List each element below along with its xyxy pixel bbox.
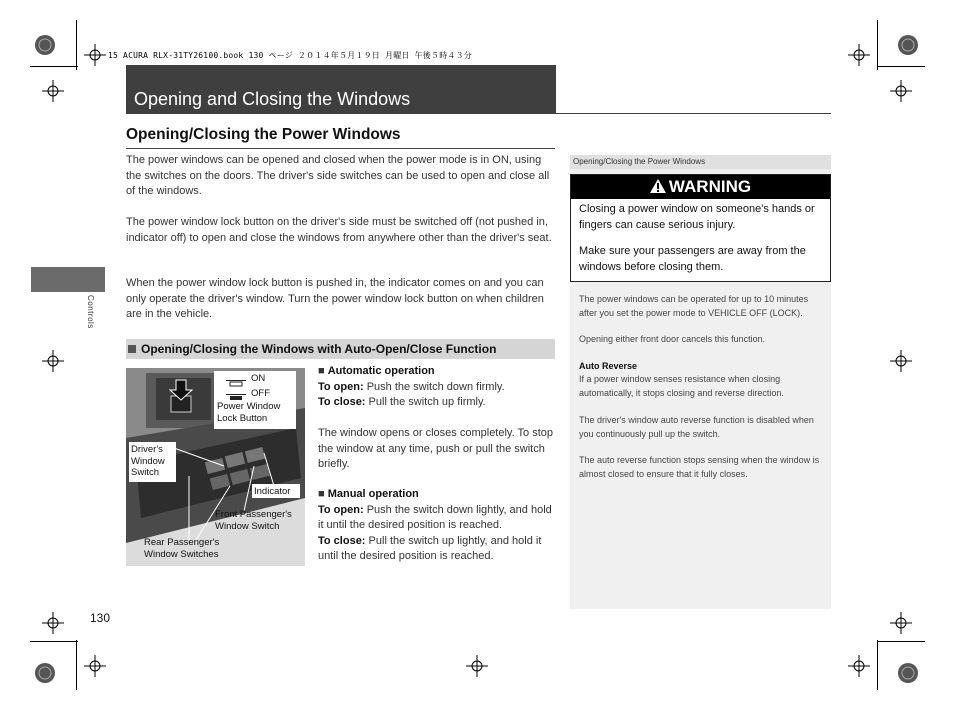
registration-mark-icon <box>896 661 920 685</box>
crosshair-icon <box>890 80 912 102</box>
auto-reverse-heading-text: Auto Reverse <box>579 361 638 371</box>
front-passenger-label: Front Passenger's Window Switch <box>215 509 292 532</box>
auto-note: The window opens or closes completely. To stop the window at any time, push or pull the switch briefly. <box>318 427 553 470</box>
off-label: OFF <box>251 388 270 399</box>
crosshair-icon <box>466 655 488 677</box>
auto-close-text: Pull the switch up firmly. <box>368 396 486 408</box>
paragraph: When the power window lock button is pushed in, the indicator comes on and you can only operate the driver's window. Turn the power window lock button on when children are in the vehicle. <box>126 277 544 320</box>
sidebar-ref-title: Opening/Closing the Power Windows <box>573 157 706 166</box>
sidebar-note: The power windows can be operated for up to 10 minutes after you set the power mode to VEHICLE OFF (LOCK). <box>579 294 809 318</box>
bullet-square-icon: ■ <box>318 488 328 500</box>
warning-box <box>570 174 831 282</box>
auto-open-label: To open: <box>318 380 364 393</box>
crosshair-icon <box>890 350 912 372</box>
auto-reverse-heading <box>579 360 824 374</box>
lock-button-label: Power Window Lock Button <box>217 401 281 424</box>
warning-title: WARNING <box>668 177 752 196</box>
crosshair-icon <box>848 655 870 677</box>
manual-open-label: To open: <box>318 503 364 516</box>
warning-text: Make sure your passengers are away from the windows before closing them. <box>579 245 806 273</box>
side-tab-label: Controls <box>86 295 95 329</box>
sidebar-note: Opening either front door cancels this function. <box>579 334 766 344</box>
crosshair-icon <box>890 612 912 634</box>
bullet-square-icon <box>128 345 136 353</box>
manual-open-text: Push the switch down lightly, and hold it until the desired position is reached. <box>318 503 552 531</box>
window-switch-figure <box>126 368 305 566</box>
section-heading: Opening/Closing the Power Windows <box>126 126 401 143</box>
sidebar-note: The driver's window auto reverse function is disabled when you continuously pull up the switch. <box>579 415 814 439</box>
registration-mark-icon <box>33 33 57 57</box>
on-indicator-icon <box>226 376 248 388</box>
crosshair-icon <box>84 44 106 66</box>
chapter-title-bar <box>126 65 556 114</box>
auto-close-label: To close: <box>318 396 366 408</box>
registration-mark-icon <box>896 33 920 57</box>
subsection-bar <box>126 339 555 359</box>
print-header: 15 ACURA RLX-31TY26100.book 130 ページ ２０１４年５月１９日 月曜日 午後５時４３分 <box>108 51 473 60</box>
subsection-heading: Opening/Closing the Windows with Auto-Open/Close Function <box>141 342 497 356</box>
side-tab <box>31 267 105 292</box>
indicator-label: Indicator <box>254 486 291 497</box>
registration-mark-icon <box>33 661 57 685</box>
auto-open-text: Push the switch down firmly. <box>366 380 505 393</box>
warning-bar <box>571 175 830 199</box>
manual-operation-block <box>318 487 558 565</box>
crosshair-icon <box>42 350 64 372</box>
bullet-square-icon: ■ <box>318 365 328 377</box>
paragraph: The power windows can be opened and closed when the power mode is in ON, using the switches on the doors. The driver's side switches can be used to open and close all of the windows. <box>126 154 550 197</box>
drivers-switch-label: Driver's Window Switch <box>131 444 165 478</box>
section-rule <box>126 148 555 149</box>
manual-close-label: To close: <box>318 534 366 547</box>
on-label: ON <box>251 373 266 384</box>
sidebar-note: The auto reverse function stops sensing when the window is almost closed to ensure that it fully closes. <box>579 455 820 479</box>
chapter-title: Opening and Closing the Windows <box>134 89 411 109</box>
crosshair-icon <box>84 655 106 677</box>
crosshair-icon <box>42 80 64 102</box>
paragraph: The power window lock button on the driver's side must be switched off (not pushed in, indicator off) to open and close the windows from anywhere other than the driver's seat. <box>126 216 552 244</box>
sidebar-note: If a power window senses resistance when closing automatically, it stops closing and reverse direction. <box>579 374 784 398</box>
warning-text: Closing a power window on someone's hands or fingers can cause serious injury. <box>579 203 815 231</box>
crosshair-icon <box>848 44 870 66</box>
warning-triangle-icon <box>650 179 666 193</box>
rear-passenger-label: Rear Passenger's Window Switches <box>144 537 220 560</box>
title-rule <box>556 113 831 114</box>
manual-close-text: Pull the switch up lightly, and hold it until the desired position is reached. <box>318 534 542 562</box>
automatic-operation-block <box>318 364 558 473</box>
manual-heading: Manual operation <box>327 488 419 500</box>
crosshair-icon <box>42 612 64 634</box>
sidebar-ref-header <box>570 155 831 169</box>
page-number: 130 <box>90 611 111 625</box>
auto-heading: Automatic operation <box>327 365 435 377</box>
